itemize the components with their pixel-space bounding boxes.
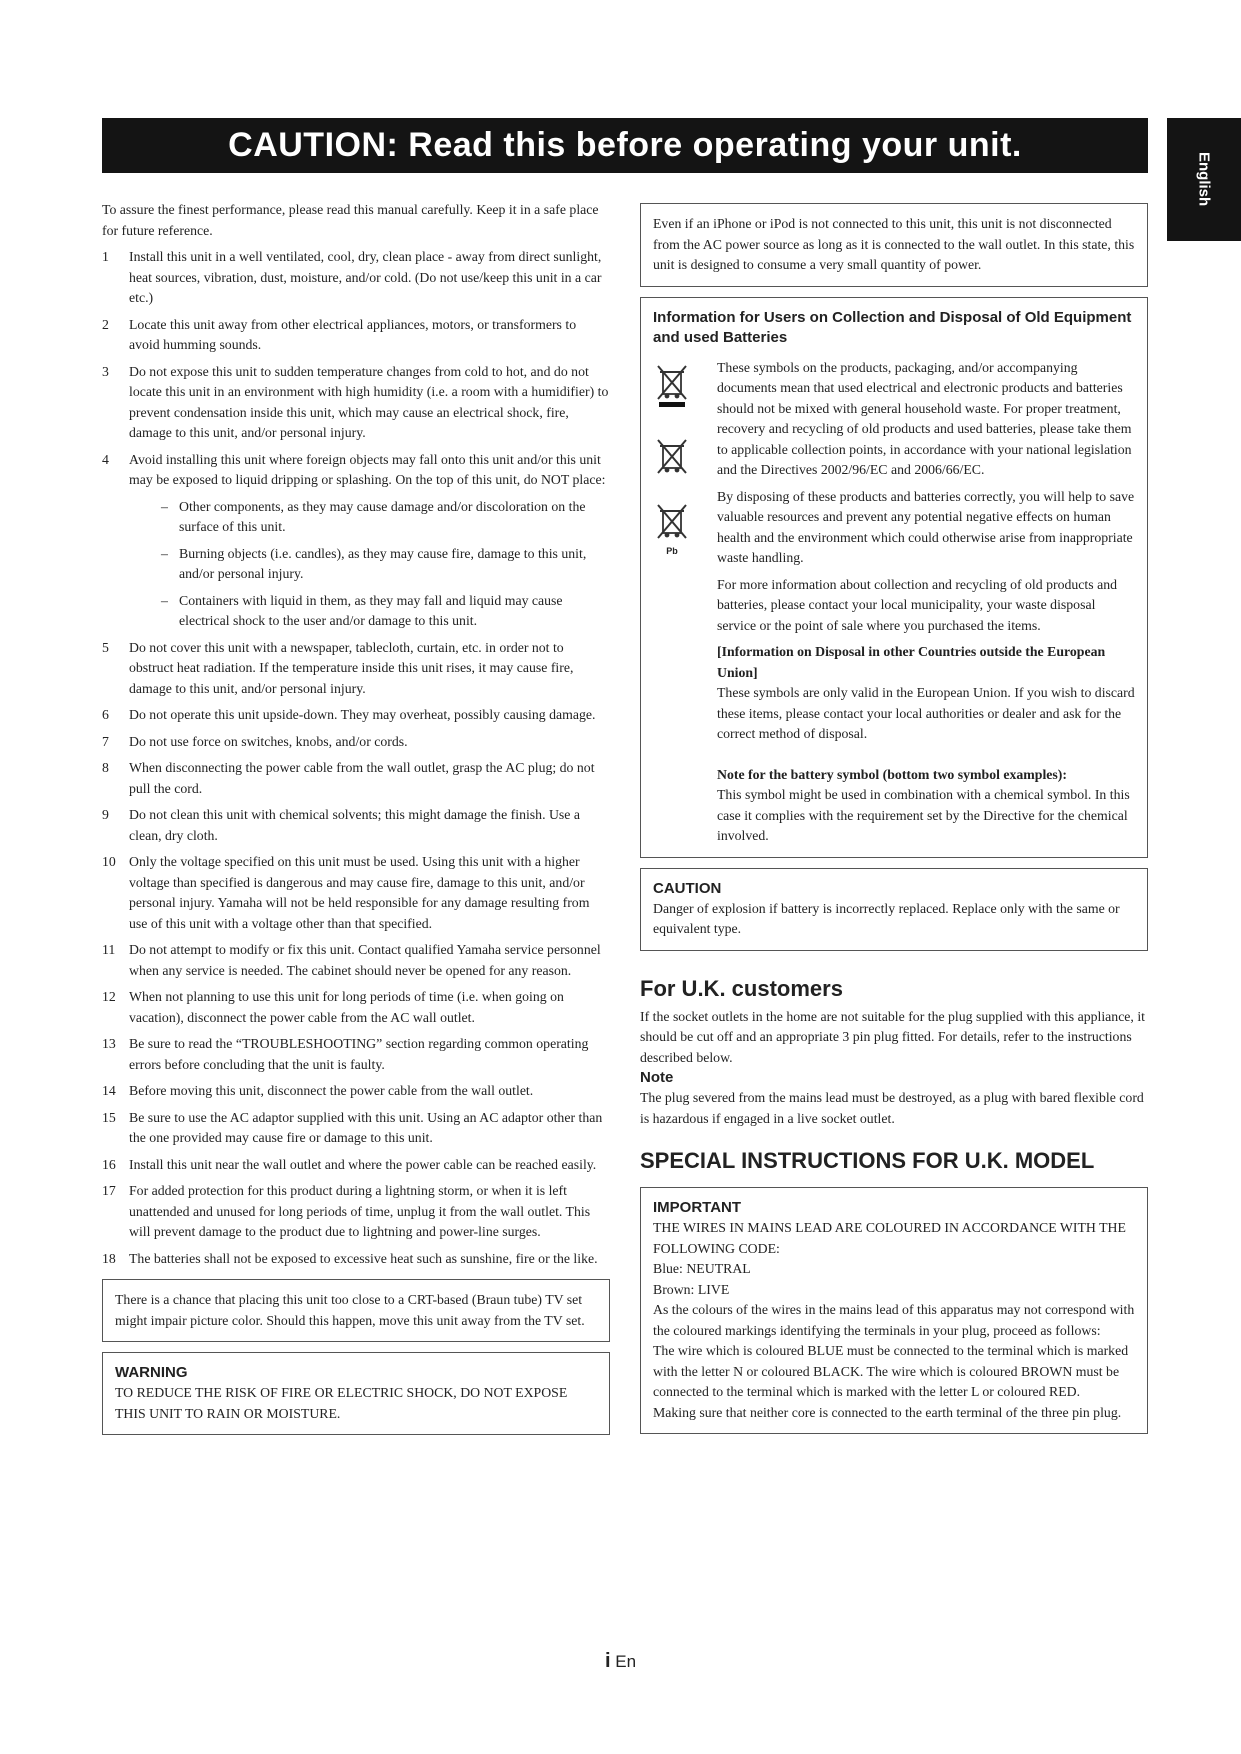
item-number: 2 [102, 316, 109, 332]
sub-list-item: – Other components, as they may cause damage and/or discoloration on the surface of this unit. [152, 497, 610, 538]
left-column [102, 200, 610, 1435]
item-text: Install this unit near the wall outlet and where the power cable can be reached easily. [129, 1156, 597, 1172]
language-tab-label: English [1195, 152, 1213, 207]
weee-bin-pb-icon [655, 503, 689, 562]
disposal-para-3: For more information about collection and recycling of old products and batteries, please contact your local municipality, your waste disposal service or the point of sale where you purchased the items. [717, 576, 1118, 633]
item-text: Only the voltage specified on this unit must be used. Using this unit with a higher voltage than specified is dangerous and may cause fire, damage to this unit, and/or personal injury. Yamaha will not be held responsible for any damage resulting from use of this unit with a voltage other than that specified. [129, 854, 590, 931]
item-number: 3 [102, 363, 109, 379]
list-item [102, 1181, 610, 1243]
item-number: 14 [102, 1083, 116, 1098]
item-number: 4 [102, 451, 109, 467]
important-line: Brown: LIVE [653, 1281, 730, 1297]
item-number: 17 [102, 1183, 116, 1198]
important-line: The wire which is coloured BLUE must be connected to the terminal which is marked with the letter N or coloured BLACK. The wire which is coloured BROWN must be connected to the terminal which is marked with the letter L or coloured RED. [653, 1343, 1129, 1399]
list-item [102, 450, 610, 632]
list-item [102, 638, 610, 700]
battery-note-text: This symbol might be used in combination with a chemical symbol. In this case it complies with the requirement set by the Directive for the chemical involved. [717, 787, 1130, 843]
list-item [102, 1081, 610, 1102]
weee-bin-icon [655, 438, 689, 476]
crt-notice-box [102, 1279, 610, 1342]
item-number: 12 [102, 989, 116, 1004]
special-heading: SPECIAL INSTRUCTIONS FOR U.K. MODEL [640, 1148, 1095, 1173]
disposal-other-title: [Information on Disposal in other Countries outside the European Union] [717, 644, 1106, 680]
item-text: Install this unit in a well ventilated, cool, dry, clean place - away from direct sunlight, heat sources, vibration, dust, moisture, and/or cold. (Do not use/keep this unit in a car etc.) [129, 249, 602, 305]
battery-note-title: Note for the battery symbol (bottom two symbol examples): [717, 766, 1067, 782]
item-number: 9 [102, 807, 109, 822]
item-text: Do not operate this unit upside-down. They may overheat, possibly causing damage. [129, 707, 596, 722]
sub-list-item: – Containers with liquid in them, as they may fall and liquid may cause electrical shock to the user and/or damage to this unit. [152, 591, 610, 632]
item-text: Be sure to use the AC adaptor supplied with this unit. Using an AC adaptor other than the one provided may cause fire or damage to this unit. [129, 1109, 603, 1145]
disposal-para-2: By disposing of these products and batteries correctly, you will help to save valuable resources and prevent any potential negative effects on human health and the environment which could otherwise arise from inappropriate waste handling. [717, 488, 1135, 565]
list-item [102, 1034, 610, 1075]
page-footer [0, 1650, 1241, 1673]
important-title: IMPORTANT [653, 1199, 742, 1216]
important-line: Making sure that neither core is connected to the earth terminal of the three pin plug. [653, 1404, 1122, 1420]
crt-notice-text: There is a chance that placing this unit too close to a CRT-based (Braun tube) TV set might impair picture color. Should this happen, move this unit away from the TV set. [115, 1292, 585, 1328]
item-number: 7 [102, 733, 109, 749]
important-line: As the colours of the wires in the mains lead of this apparatus may not correspond with the coloured markings identifying the terminals in your plug, proceed as follows: [653, 1302, 1135, 1338]
uk-note-title: Note [640, 1069, 674, 1086]
item-text: Do not expose this unit to sudden temperature changes from cold to hot, and do not locate this unit in an environment with high humidity (i.e. a room with a humidifier) to prevent condensation inside this unit, which may cause an electrical shock, fire, damage to this unit, and/or personal injury. [129, 363, 609, 440]
iphone-notice-text: Even if an iPhone or iPod is not connected to this unit, this unit is not disconnected from the AC power source as long as it is connected to the wall outlet. In this state, this unit is designed to consume a very small quantity of power. [653, 216, 1135, 272]
item-number: 6 [102, 707, 109, 722]
caution-title: CAUTION [653, 879, 722, 897]
right-column [640, 203, 1148, 1434]
item-text: Do not use force on switches, knobs, and/or cords. [129, 733, 408, 749]
caution-banner: CAUTION: Read this before operating your unit. [102, 118, 1148, 173]
disposal-para-1: These symbols on the products, packaging, and/or accompanying documents mean that used electrical and electronic products and batteries should not be mixed with general household waste. For proper treatment, recovery and recycling of old products and used batteries, please take them to applicable collection points, in accordance with your national legislation and the Directives 2002/96/EC and 2006/66/EC. [717, 359, 1132, 477]
item-text: For added protection for this product during a lightning storm, or when it is left unattended and unused for long periods of time, unplug it from the wall outlet. This will prevent damage to the product due to lightning and power-line surges. [129, 1183, 591, 1239]
weee-bin-bar-icon [655, 364, 689, 408]
item-text: Avoid installing this unit where foreign objects may fall onto this unit and/or this unit may be exposed to liquid dripping or splashing. On the top of this unit, do NOT place: [129, 451, 606, 487]
item-number: 11 [102, 942, 116, 957]
item-number: 18 [102, 1250, 116, 1266]
warning-title: WARNING [115, 1364, 188, 1381]
list-item [102, 247, 610, 309]
list-item [102, 758, 610, 799]
item-text: Before moving this unit, disconnect the power cable from the wall outlet. [129, 1083, 534, 1098]
list-item [102, 315, 610, 356]
item-text: Be sure to read the “TROUBLESHOOTING” section regarding common operating errors before concluding that the unit is faulty. [129, 1036, 589, 1072]
uk-text: If the socket outlets in the home are not suitable for the plug supplied with this appliance, it should be cut off and an appropriate 3 pin plug fitted. For details, refer to the instructions described below. [640, 1008, 1146, 1065]
caution-box [640, 868, 1148, 951]
list-item [102, 1155, 610, 1176]
item-text: When disconnecting the power cable from the wall outlet, grasp the AC plug; do not pull the cord. [129, 760, 595, 796]
page-number: i [604, 1650, 611, 1672]
list-item [102, 1108, 610, 1149]
iphone-notice-box [640, 203, 1148, 287]
important-line: THE WIRES IN MAINS LEAD ARE COLOURED IN ACCORDANCE WITH THE FOLLOWING CODE: [653, 1220, 1126, 1256]
list-item [102, 987, 610, 1028]
item-number: 13 [102, 1036, 116, 1051]
item-text: Do not attempt to modify or fix this unit. Contact qualified Yamaha service personnel when any service is needed. The cabinet should never be opened for any reason. [129, 942, 601, 978]
list-item [102, 852, 610, 934]
disposal-title: Information for Users on Collection and Disposal of Old Equipment and used Batteries [653, 308, 1132, 346]
disposal-text [717, 358, 1135, 847]
item-number: 1 [102, 249, 109, 264]
page-language: En [615, 1652, 637, 1671]
item-number: 16 [102, 1156, 116, 1172]
item-number: 15 [102, 1109, 116, 1125]
list-item [102, 705, 610, 726]
sub-list [129, 497, 610, 632]
item-text: Do not clean this unit with chemical solvents; this might damage the finish. Use a clean, dry cloth. [129, 807, 580, 843]
list-item [102, 805, 610, 846]
list-item [102, 940, 610, 981]
item-text: When not planning to use this unit for long periods of time (i.e. when going on vacation), disconnect the power cable from the AC wall outlet. [129, 989, 564, 1025]
important-line: Blue: NEUTRAL [653, 1261, 751, 1276]
uk-heading: For U.K. customers [640, 975, 843, 1001]
pb-label: Pb [666, 545, 678, 556]
item-number: 8 [102, 760, 109, 775]
list-item [102, 732, 610, 753]
warning-box [102, 1352, 610, 1435]
warning-text: TO REDUCE THE RISK OF FIRE OR ELECTRIC SHOCK, DO NOT EXPOSE THIS UNIT TO RAIN OR MOISTURE. [115, 1385, 568, 1421]
precautions-list [102, 247, 610, 1269]
disposal-other-text: These symbols are only valid in the European Union. If you wish to discard these items, please contact your local authorities or dealer and ask for the correct method of disposal. [717, 685, 1135, 741]
item-text: The batteries shall not be exposed to excessive heat such as sunshine, fire or the like. [129, 1250, 598, 1266]
item-text: Locate this unit away from other electrical appliances, motors, or transformers to avoid humming sounds. [129, 316, 577, 352]
item-number: 10 [102, 854, 116, 869]
item-text: Do not cover this unit with a newspaper, tablecloth, curtain, etc. in order not to obstruct heat radiation. If the temperature inside this unit rises, it may cause fire, damage to this unit, and/or personal injury. [129, 639, 574, 696]
caution-text: Danger of explosion if battery is incorrectly replaced. Replace only with the same or equivalent type. [653, 900, 1120, 936]
disposal-box [640, 297, 1148, 858]
sub-list-item: – Burning objects (i.e. candles), as they may cause fire, damage to this unit, and/or personal injury. [152, 544, 610, 585]
list-item [102, 1249, 610, 1270]
important-box [640, 1187, 1148, 1434]
uk-note-text: The plug severed from the mains lead must be destroyed, as a plug with bared flexible cord is hazardous if engaged in a live socket outlet. [640, 1090, 1144, 1126]
item-number: 5 [102, 639, 109, 655]
list-item [102, 362, 610, 444]
language-tab [1167, 118, 1241, 241]
intro-text: To assure the finest performance, please read this manual carefully. Keep it in a safe place for future reference. [102, 202, 599, 238]
